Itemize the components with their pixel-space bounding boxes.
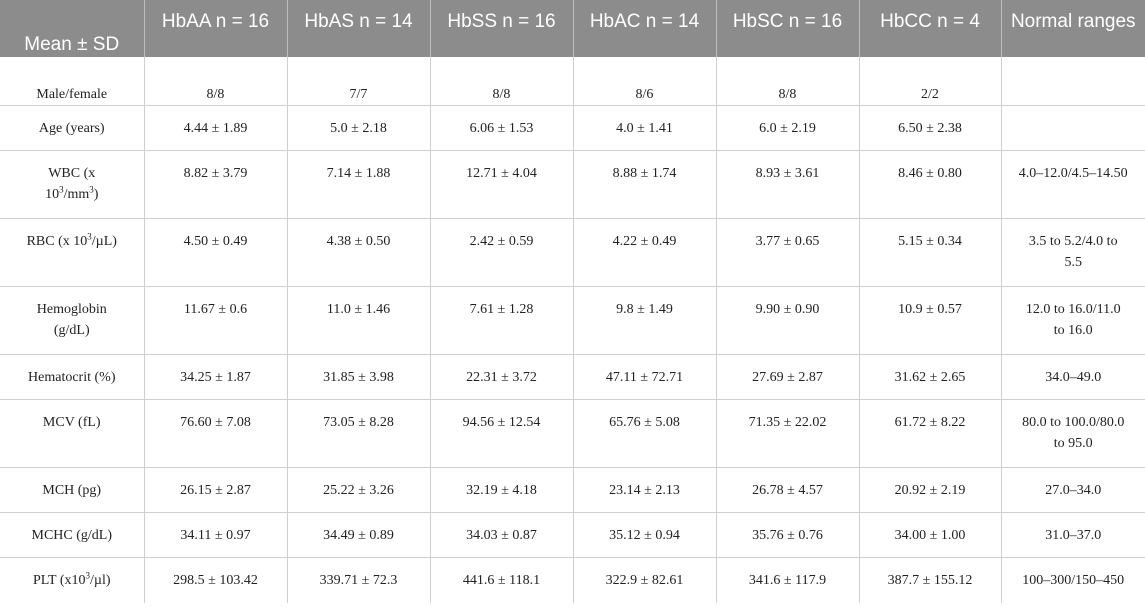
header-mean-sd: Mean ± SD xyxy=(0,0,144,57)
cell-hbss: 7.61 ± 1.28 xyxy=(430,287,573,355)
normal-range-text: to 16.0 xyxy=(1053,323,1093,338)
cell-normal-range xyxy=(1001,287,1145,355)
cell-hbsc: 341.6 ± 117.9 xyxy=(716,558,859,603)
row-label xyxy=(0,558,144,603)
row-label xyxy=(0,151,144,219)
table-row xyxy=(0,513,1145,558)
table-row xyxy=(0,287,1145,355)
row-label-text: Age (years) xyxy=(38,121,105,136)
row-label-text: MCHC (g/dL) xyxy=(31,528,112,543)
cell-hbac: 4.0 ± 1.41 xyxy=(573,106,716,151)
table-row xyxy=(0,219,1145,287)
cell-hbas: 73.05 ± 8.28 xyxy=(287,400,430,468)
cell-hbsc: 8/8 xyxy=(716,57,859,106)
cell-hbas: 7/7 xyxy=(287,57,430,106)
cell-hbac: 23.14 ± 2.13 xyxy=(573,468,716,513)
table-row xyxy=(0,468,1145,513)
cell-hbas: 31.85 ± 3.98 xyxy=(287,355,430,400)
cell-hbcc: 34.00 ± 1.00 xyxy=(859,513,1001,558)
normal-range-text: to 95.0 xyxy=(1053,436,1093,451)
cell-hbas: 34.49 ± 0.89 xyxy=(287,513,430,558)
row-label xyxy=(0,468,144,513)
cell-normal-range: 27.0–34.0 xyxy=(1001,468,1145,513)
cell-hbac: 35.12 ± 0.94 xyxy=(573,513,716,558)
cell-hbac: 8/6 xyxy=(573,57,716,106)
cell-hbsc: 26.78 ± 4.57 xyxy=(716,468,859,513)
table-row xyxy=(0,106,1145,151)
table-row xyxy=(0,57,1145,106)
cell-hbac: 65.76 ± 5.08 xyxy=(573,400,716,468)
cell-normal-range xyxy=(1001,400,1145,468)
row-label-text: WBC (x xyxy=(48,166,96,181)
row-label-text: /mm xyxy=(63,187,90,202)
cell-hbcc: 5.15 ± 0.34 xyxy=(859,219,1001,287)
cell-normal-range: 34.0–49.0 xyxy=(1001,355,1145,400)
cell-hbas: 5.0 ± 2.18 xyxy=(287,106,430,151)
header-hbsc: HbSC n = 16 xyxy=(716,0,859,57)
cell-hbaa: 34.25 ± 1.87 xyxy=(144,355,287,400)
header-normal-ranges: Normal ranges xyxy=(1001,0,1145,57)
row-label-text: (g/dL) xyxy=(53,323,90,338)
row-label-text: PLT (x10 xyxy=(32,573,86,588)
row-label-text: 10 xyxy=(45,187,60,202)
cell-hbsc: 3.77 ± 0.65 xyxy=(716,219,859,287)
cell-normal-range xyxy=(1001,57,1145,106)
row-label-text: /µl) xyxy=(90,573,111,588)
cell-hbsc: 27.69 ± 2.87 xyxy=(716,355,859,400)
cell-hbas: 25.22 ± 3.26 xyxy=(287,468,430,513)
normal-range-text: 12.0 to 16.0/11.0 xyxy=(1025,302,1121,317)
header-hbac: HbAC n = 14 xyxy=(573,0,716,57)
cell-hbsc: 6.0 ± 2.19 xyxy=(716,106,859,151)
normal-range-text: 5.5 xyxy=(1064,255,1082,270)
header-hbaa: HbAA n = 16 xyxy=(144,0,287,57)
cell-hbac: 322.9 ± 82.61 xyxy=(573,558,716,603)
row-label-text: RBC (x 10 xyxy=(26,234,88,249)
row-label xyxy=(0,287,144,355)
cell-hbaa: 298.5 ± 103.42 xyxy=(144,558,287,603)
cell-hbcc: 8.46 ± 0.80 xyxy=(859,151,1001,219)
cell-hbsc: 71.35 ± 22.02 xyxy=(716,400,859,468)
cell-hbaa: 26.15 ± 2.87 xyxy=(144,468,287,513)
row-label-text: MCH (pg) xyxy=(42,483,102,498)
cell-hbss: 6.06 ± 1.53 xyxy=(430,106,573,151)
header-hbas: HbAS n = 14 xyxy=(287,0,430,57)
row-label-text: Hematocrit (%) xyxy=(28,370,116,385)
cell-hbss: 8/8 xyxy=(430,57,573,106)
cell-hbss: 441.6 ± 118.1 xyxy=(430,558,573,603)
row-label xyxy=(0,513,144,558)
cell-hbas: 339.71 ± 72.3 xyxy=(287,558,430,603)
cell-hbcc: 20.92 ± 2.19 xyxy=(859,468,1001,513)
cell-hbaa: 4.50 ± 0.49 xyxy=(144,219,287,287)
table-row xyxy=(0,400,1145,468)
cell-hbsc: 35.76 ± 0.76 xyxy=(716,513,859,558)
row-label xyxy=(0,106,144,151)
cell-hbaa: 8.82 ± 3.79 xyxy=(144,151,287,219)
cell-hbcc: 31.62 ± 2.65 xyxy=(859,355,1001,400)
superscript: 3 xyxy=(89,184,94,195)
row-label xyxy=(0,219,144,287)
row-label-text: /µL) xyxy=(91,234,117,249)
cell-hbsc: 8.93 ± 3.61 xyxy=(716,151,859,219)
normal-range-text: 80.0 to 100.0/80.0 xyxy=(1022,415,1125,430)
cell-hbcc: 10.9 ± 0.57 xyxy=(859,287,1001,355)
cell-hbss: 12.71 ± 4.04 xyxy=(430,151,573,219)
cell-normal-range: 4.0–12.0/4.5–14.50 xyxy=(1001,151,1145,219)
row-label-text: MCV (fL) xyxy=(42,415,101,430)
header-hbss: HbSS n = 16 xyxy=(430,0,573,57)
header-hbcc: HbCC n = 4 xyxy=(859,0,1001,57)
cell-hbss: 22.31 ± 3.72 xyxy=(430,355,573,400)
cell-hbas: 7.14 ± 1.88 xyxy=(287,151,430,219)
row-label xyxy=(0,355,144,400)
cell-hbss: 34.03 ± 0.87 xyxy=(430,513,573,558)
cell-hbss: 32.19 ± 4.18 xyxy=(430,468,573,513)
cell-hbac: 9.8 ± 1.49 xyxy=(573,287,716,355)
cell-hbcc: 61.72 ± 8.22 xyxy=(859,400,1001,468)
cell-hbaa: 76.60 ± 7.08 xyxy=(144,400,287,468)
cell-hbss: 94.56 ± 12.54 xyxy=(430,400,573,468)
superscript: 3 xyxy=(59,184,64,195)
row-label xyxy=(0,400,144,468)
cell-hbaa: 11.67 ± 0.6 xyxy=(144,287,287,355)
cell-hbsc: 9.90 ± 0.90 xyxy=(716,287,859,355)
cell-hbac: 47.11 ± 72.71 xyxy=(573,355,716,400)
cell-normal-range: 100–300/150–450 xyxy=(1022,573,1125,588)
cell-hbaa: 34.11 ± 0.97 xyxy=(144,513,287,558)
cell-hbss: 2.42 ± 0.59 xyxy=(430,219,573,287)
cell-normal-range xyxy=(1001,106,1145,151)
cell-hbcc: 6.50 ± 2.38 xyxy=(859,106,1001,151)
table-row xyxy=(0,355,1145,400)
header-row xyxy=(0,0,1145,57)
row-label xyxy=(0,57,144,106)
cell-hbac: 4.22 ± 0.49 xyxy=(573,219,716,287)
row-label-text: Hemoglobin xyxy=(36,302,107,317)
cell-hbas: 4.38 ± 0.50 xyxy=(287,219,430,287)
cell-hbaa: 8/8 xyxy=(144,57,287,106)
table-row xyxy=(0,558,1145,603)
normal-range-text: 3.5 to 5.2/4.0 to xyxy=(1028,234,1118,249)
cell-normal-range: 31.0–37.0 xyxy=(1001,513,1145,558)
superscript: 3 xyxy=(85,570,90,581)
table-row xyxy=(0,151,1145,219)
cell-hbac: 8.88 ± 1.74 xyxy=(573,151,716,219)
row-label-text: ) xyxy=(93,187,99,202)
cell-hbcc: 2/2 xyxy=(859,57,1001,106)
cell-normal-range xyxy=(1001,219,1145,287)
cell-hbcc: 387.7 ± 155.12 xyxy=(859,558,1001,603)
row-label-text: Male/female xyxy=(36,87,108,102)
cell-hbaa: 4.44 ± 1.89 xyxy=(144,106,287,151)
cell-hbas: 11.0 ± 1.46 xyxy=(287,287,430,355)
superscript: 3 xyxy=(87,231,92,242)
